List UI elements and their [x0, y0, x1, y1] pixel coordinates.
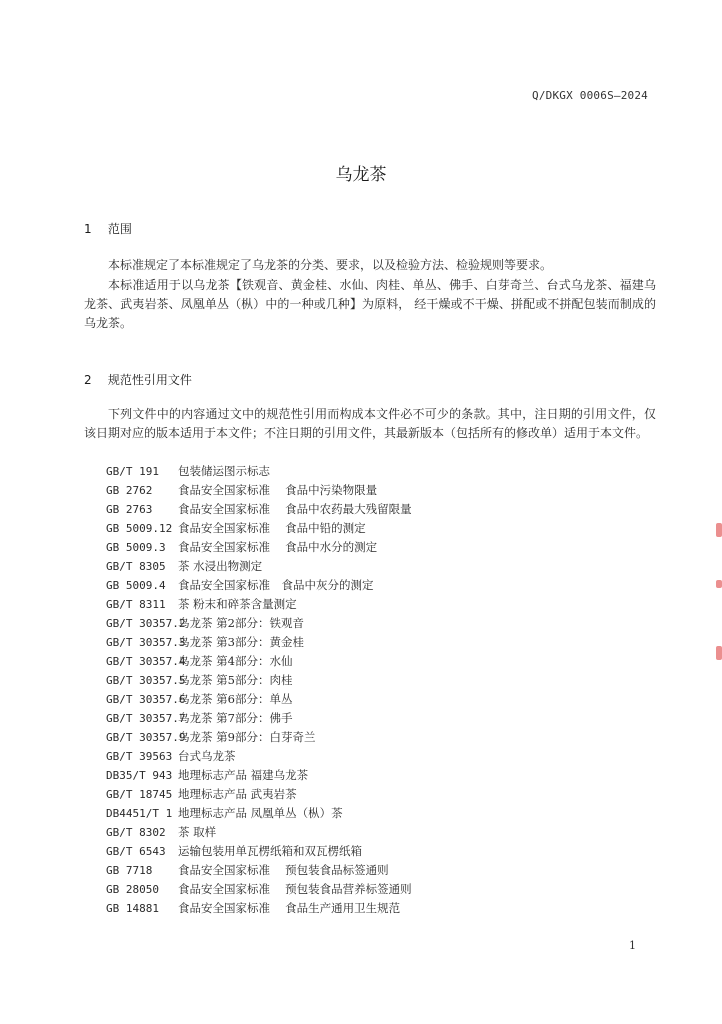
section-1-heading: [84, 220, 132, 237]
reference-code: GB/T 30357.3: [106, 636, 186, 649]
reference-item: [106, 690, 412, 709]
reference-title: 食品安全国家标准 食品中灰分的测定: [178, 578, 374, 592]
reference-title: 地理标志产品 凤凰单丛（枞）茶: [178, 806, 343, 820]
reference-code: GB 2763: [106, 503, 153, 516]
reference-title: 台式乌龙茶: [178, 749, 236, 763]
reference-title: 食品安全国家标准 预包装食品标签通则: [178, 863, 389, 877]
reference-title: 运输包装用单瓦楞纸箱和双瓦楞纸箱: [178, 844, 362, 858]
reference-code: GB/T 8311: [106, 598, 166, 611]
reference-item: [106, 785, 412, 804]
reference-title: 食品安全国家标准 食品中水分的测定: [178, 540, 378, 554]
reference-item: [106, 519, 412, 538]
reference-item: [106, 709, 412, 728]
reference-item: [106, 880, 412, 899]
reference-title: 食品安全国家标准 食品中铅的测定: [178, 521, 366, 535]
reference-code: GB/T 8302: [106, 826, 166, 839]
reference-item: [106, 671, 412, 690]
reference-title: 茶 水浸出物测定: [178, 559, 263, 573]
reference-title: 乌龙茶 第6部分：单丛: [178, 692, 293, 706]
reference-title: 乌龙茶 第2部分：铁观音: [178, 616, 304, 630]
standard-code: Q/DKGX 0006S—2024: [532, 89, 648, 102]
reference-item: [106, 576, 412, 595]
reference-title: 食品安全国家标准 预包装食品营养标签通则: [178, 882, 412, 896]
reference-title: 地理标志产品 武夷岩茶: [178, 787, 297, 801]
reference-item: [106, 557, 412, 576]
reference-code: GB/T 191: [106, 465, 159, 478]
reference-code: DB4451/T 1: [106, 807, 173, 820]
reference-list: [106, 462, 412, 918]
reference-code: GB/T 39563: [106, 750, 173, 763]
section-1-title: 范围: [107, 222, 132, 236]
reference-title: 食品安全国家标准 食品中农药最大残留限量: [178, 502, 412, 516]
reference-code: GB/T 30357.2: [106, 617, 186, 630]
reference-title: 乌龙茶 第3部分：黄金桂: [178, 635, 304, 649]
edge-stamp-mark: [716, 523, 722, 537]
reference-code: GB/T 30357.7: [106, 712, 186, 725]
section-2-heading: [84, 371, 192, 388]
reference-item: [106, 747, 412, 766]
scope-paragraph-1: 本标准规定了本标准规定了乌龙茶的分类、要求，以及检验方法、检验规则等要求。: [108, 258, 553, 272]
reference-code: GB 28050: [106, 883, 159, 896]
section-2-number: 2: [84, 373, 92, 387]
reference-title: 乌龙茶 第9部分：白芽奇兰: [178, 730, 316, 744]
reference-title: 乌龙茶 第5部分：肉桂: [178, 673, 293, 687]
scope-paragraph-2: 本标准适用于以乌龙茶【铁观音、黄金桂、水仙、肉桂、单丛、佛手、白芽奇兰、台式乌龙茶、福建乌龙茶、武夷岩茶、凤凰单丛（枞）中的一种或几种】为原料， 经干燥或不干燥、拼配或不拼配包装而制成的乌龙茶。: [84, 278, 656, 330]
section-1-number: 1: [84, 222, 92, 236]
reference-code: GB/T 8305: [106, 560, 166, 573]
reference-item: [106, 823, 412, 842]
references-intro: 下列文件中的内容通过文中的规范性引用而构成本文件必不可少的条款。其中，注日期的引用文件，仅该日期对应的版本适用于本文件；不注日期的引用文件，其最新版本（包括所有的修改单）适用于本文件。: [84, 407, 656, 440]
reference-item: [106, 728, 412, 747]
reference-code: GB 5009.3: [106, 541, 166, 554]
reference-code: GB 14881: [106, 902, 159, 915]
reference-code: GB/T 6543: [106, 845, 166, 858]
reference-item: [106, 861, 412, 880]
reference-item: [106, 842, 412, 861]
reference-item: [106, 899, 412, 918]
reference-item: [106, 614, 412, 633]
page-number: 1: [629, 939, 636, 952]
reference-code: GB/T 30357.6: [106, 693, 186, 706]
reference-item: [106, 804, 412, 823]
reference-code: GB 5009.4: [106, 579, 166, 592]
reference-item: [106, 538, 412, 557]
reference-title: 食品安全国家标准 食品中污染物限量: [178, 483, 378, 497]
reference-code: GB/T 30357.4: [106, 655, 186, 668]
reference-item: [106, 462, 412, 481]
reference-item: [106, 652, 412, 671]
reference-item: [106, 766, 412, 785]
reference-title: 茶 粉末和碎茶含量测定: [178, 597, 297, 611]
reference-code: GB 2762: [106, 484, 153, 497]
reference-code: GB 5009.12: [106, 522, 173, 535]
reference-title: 地理标志产品 福建乌龙茶: [178, 768, 309, 782]
reference-code: GB 7718: [106, 864, 153, 877]
edge-stamp-mark: [716, 646, 722, 660]
reference-code: GB/T 30357.9: [106, 731, 186, 744]
document-title: 乌龙茶: [335, 165, 387, 185]
reference-title: 乌龙茶 第7部分：佛手: [178, 711, 293, 725]
reference-item: [106, 595, 412, 614]
reference-title: 食品安全国家标准 食品生产通用卫生规范: [178, 901, 401, 915]
reference-title: 茶 取样: [178, 825, 217, 839]
reference-title: 乌龙茶 第4部分：水仙: [178, 654, 293, 668]
reference-code: GB/T 18745: [106, 788, 173, 801]
reference-item: [106, 481, 412, 500]
reference-code: GB/T 30357.5: [106, 674, 186, 687]
reference-item: [106, 633, 412, 652]
reference-code: DB35/T 943: [106, 769, 173, 782]
reference-title: 包装储运图示标志: [178, 464, 270, 478]
edge-stamp-mark: [716, 580, 722, 588]
section-2-title: 规范性引用文件: [107, 373, 192, 387]
reference-item: [106, 500, 412, 519]
